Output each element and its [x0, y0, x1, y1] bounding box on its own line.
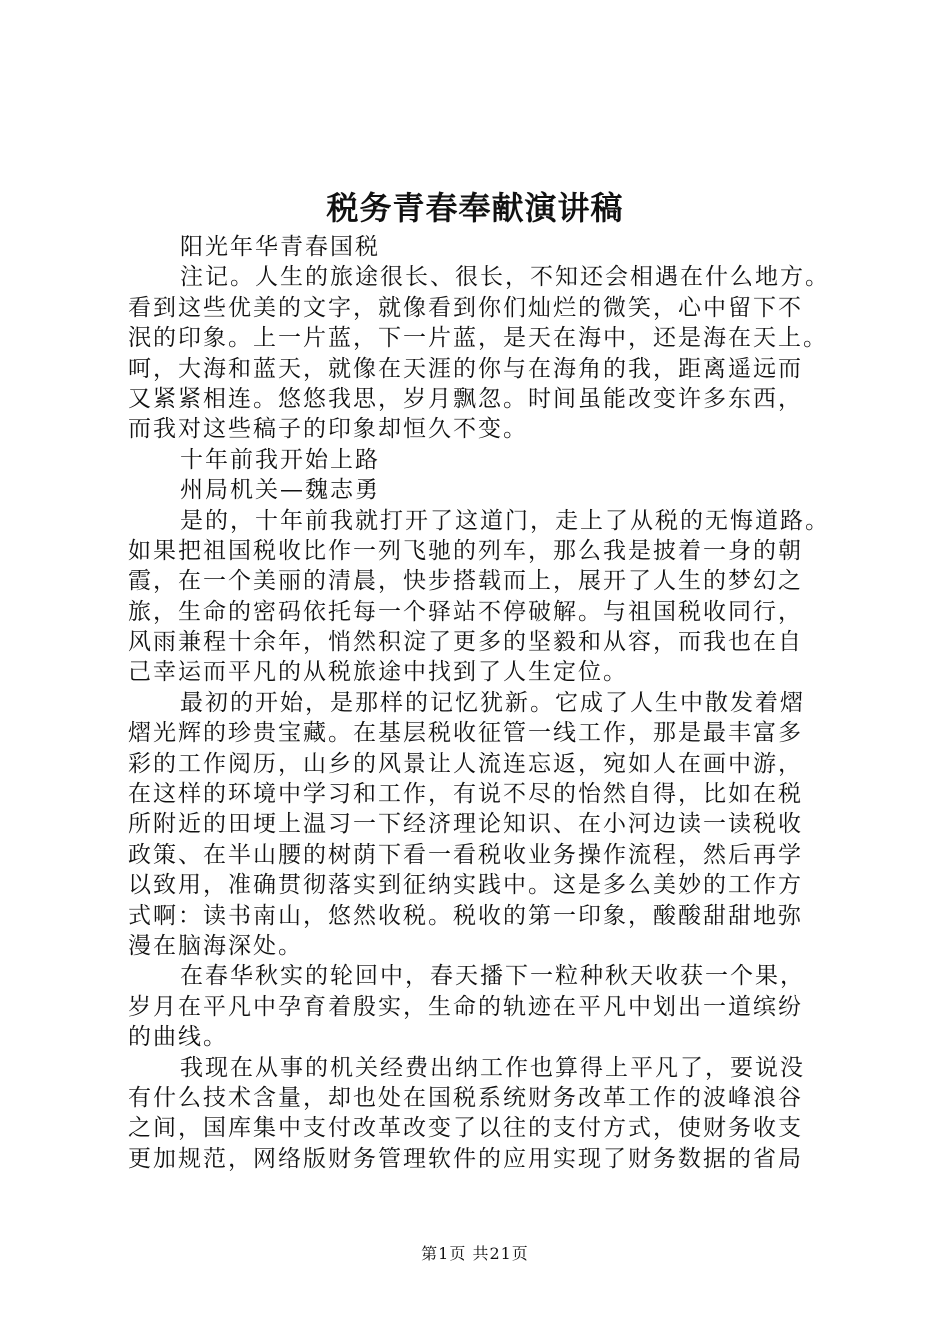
paragraph-line: 州局机关—魏志勇	[180, 477, 380, 504]
paragraph-line: 旅，生命的密码依托每一个驿站不停破解。与祖国税收同行，	[128, 598, 803, 625]
paragraph-line: 更加规范，网络版财务管理软件的应用实现了财务数据的省局	[128, 1145, 803, 1172]
document-body	[128, 232, 856, 1174]
paragraph-line: 泯的印象。上一片蓝，下一片蓝，是天在海中，还是海在天上。	[128, 325, 828, 352]
paragraph-line: 看到这些优美的文字，就像看到你们灿烂的微笑，心中留下不	[128, 294, 803, 321]
paragraph-line: 在春华秋实的轮回中，春天播下一粒种秋天收获一个果，	[180, 963, 805, 990]
paragraph-line: 政策、在半山腰的树荫下看一看税收业务操作流程，然后再学	[128, 841, 803, 868]
paragraph-line: 十年前我开始上路	[180, 446, 380, 473]
paragraph-line: 风雨兼程十余年，悄然积淀了更多的坚毅和从容，而我也在自	[128, 629, 803, 656]
paragraph-line: 己幸运而平凡的从税旅途中找到了人生定位。	[128, 659, 628, 686]
paragraph-line: 有什么技术含量，却也处在国税系统财务改革工作的波峰浪谷	[128, 1084, 803, 1111]
paragraph-line: 如果把祖国税收比作一列飞驰的列车，那么我是披着一身的朝	[128, 537, 803, 564]
paragraph-line: 的曲线。	[128, 1024, 228, 1051]
paragraph-line: 我现在从事的机关经费出纳工作也算得上平凡了，要说没	[180, 1054, 805, 1081]
paragraph-line: 岁月在平凡中孕育着殷实，生命的轨迹在平凡中划出一道缤纷	[128, 993, 803, 1020]
paragraph-line: 彩的工作阅历，山乡的风景让人流连忘返，宛如人在画中游，	[128, 750, 803, 777]
paragraph-line: 所附近的田埂上温习一下经济理论知识、在小河边读一读税收	[128, 811, 803, 838]
paragraph-line: 在这样的环境中学习和工作，有说不尽的怡然自得，比如在税	[128, 781, 803, 808]
paragraph-line: 漫在脑海深处。	[128, 932, 303, 959]
paragraph-line: 而我对这些稿子的印象却恒久不变。	[128, 416, 528, 443]
paragraph-line: 呵，大海和蓝天，就像在天涯的你与在海角的我，距离遥远而	[128, 355, 803, 382]
paragraph-line: 又紧紧相连。悠悠我思，岁月飘忽。时间虽能改变许多东西，	[128, 385, 803, 412]
paragraph-line: 之间，国库集中支付改革改变了以往的支付方式，使财务收支	[128, 1115, 803, 1142]
paragraph-line: 最初的开始，是那样的记忆犹新。它成了人生中散发着熠	[180, 689, 805, 716]
page-footer: 第1页 共21页	[421, 1244, 529, 1263]
paragraph-line: 霞，在一个美丽的清晨，快步搭载而上，展开了人生的梦幻之	[128, 568, 803, 595]
paragraph-line: 阳光年华青春国税	[180, 234, 380, 260]
paragraph-line: 以致用，准确贯彻落实到征纳实践中。这是多么美妙的工作方	[128, 872, 803, 899]
document-title: 税务青春奉献演讲稿	[326, 189, 624, 227]
paragraph-line: 熠光辉的珍贵宝藏。在基层税收征管一线工作，那是最丰富多	[128, 720, 803, 747]
paragraph-line: 是的，十年前我就打开了这道门，走上了从税的无悔道路。	[180, 507, 830, 534]
paragraph-line: 注记。人生的旅途很长、很长，不知还会相遇在什么地方。	[180, 264, 830, 291]
paragraph-line: 式啊：读书南山，悠然收税。税收的第一印象，酸酸甜甜地弥	[128, 902, 803, 929]
